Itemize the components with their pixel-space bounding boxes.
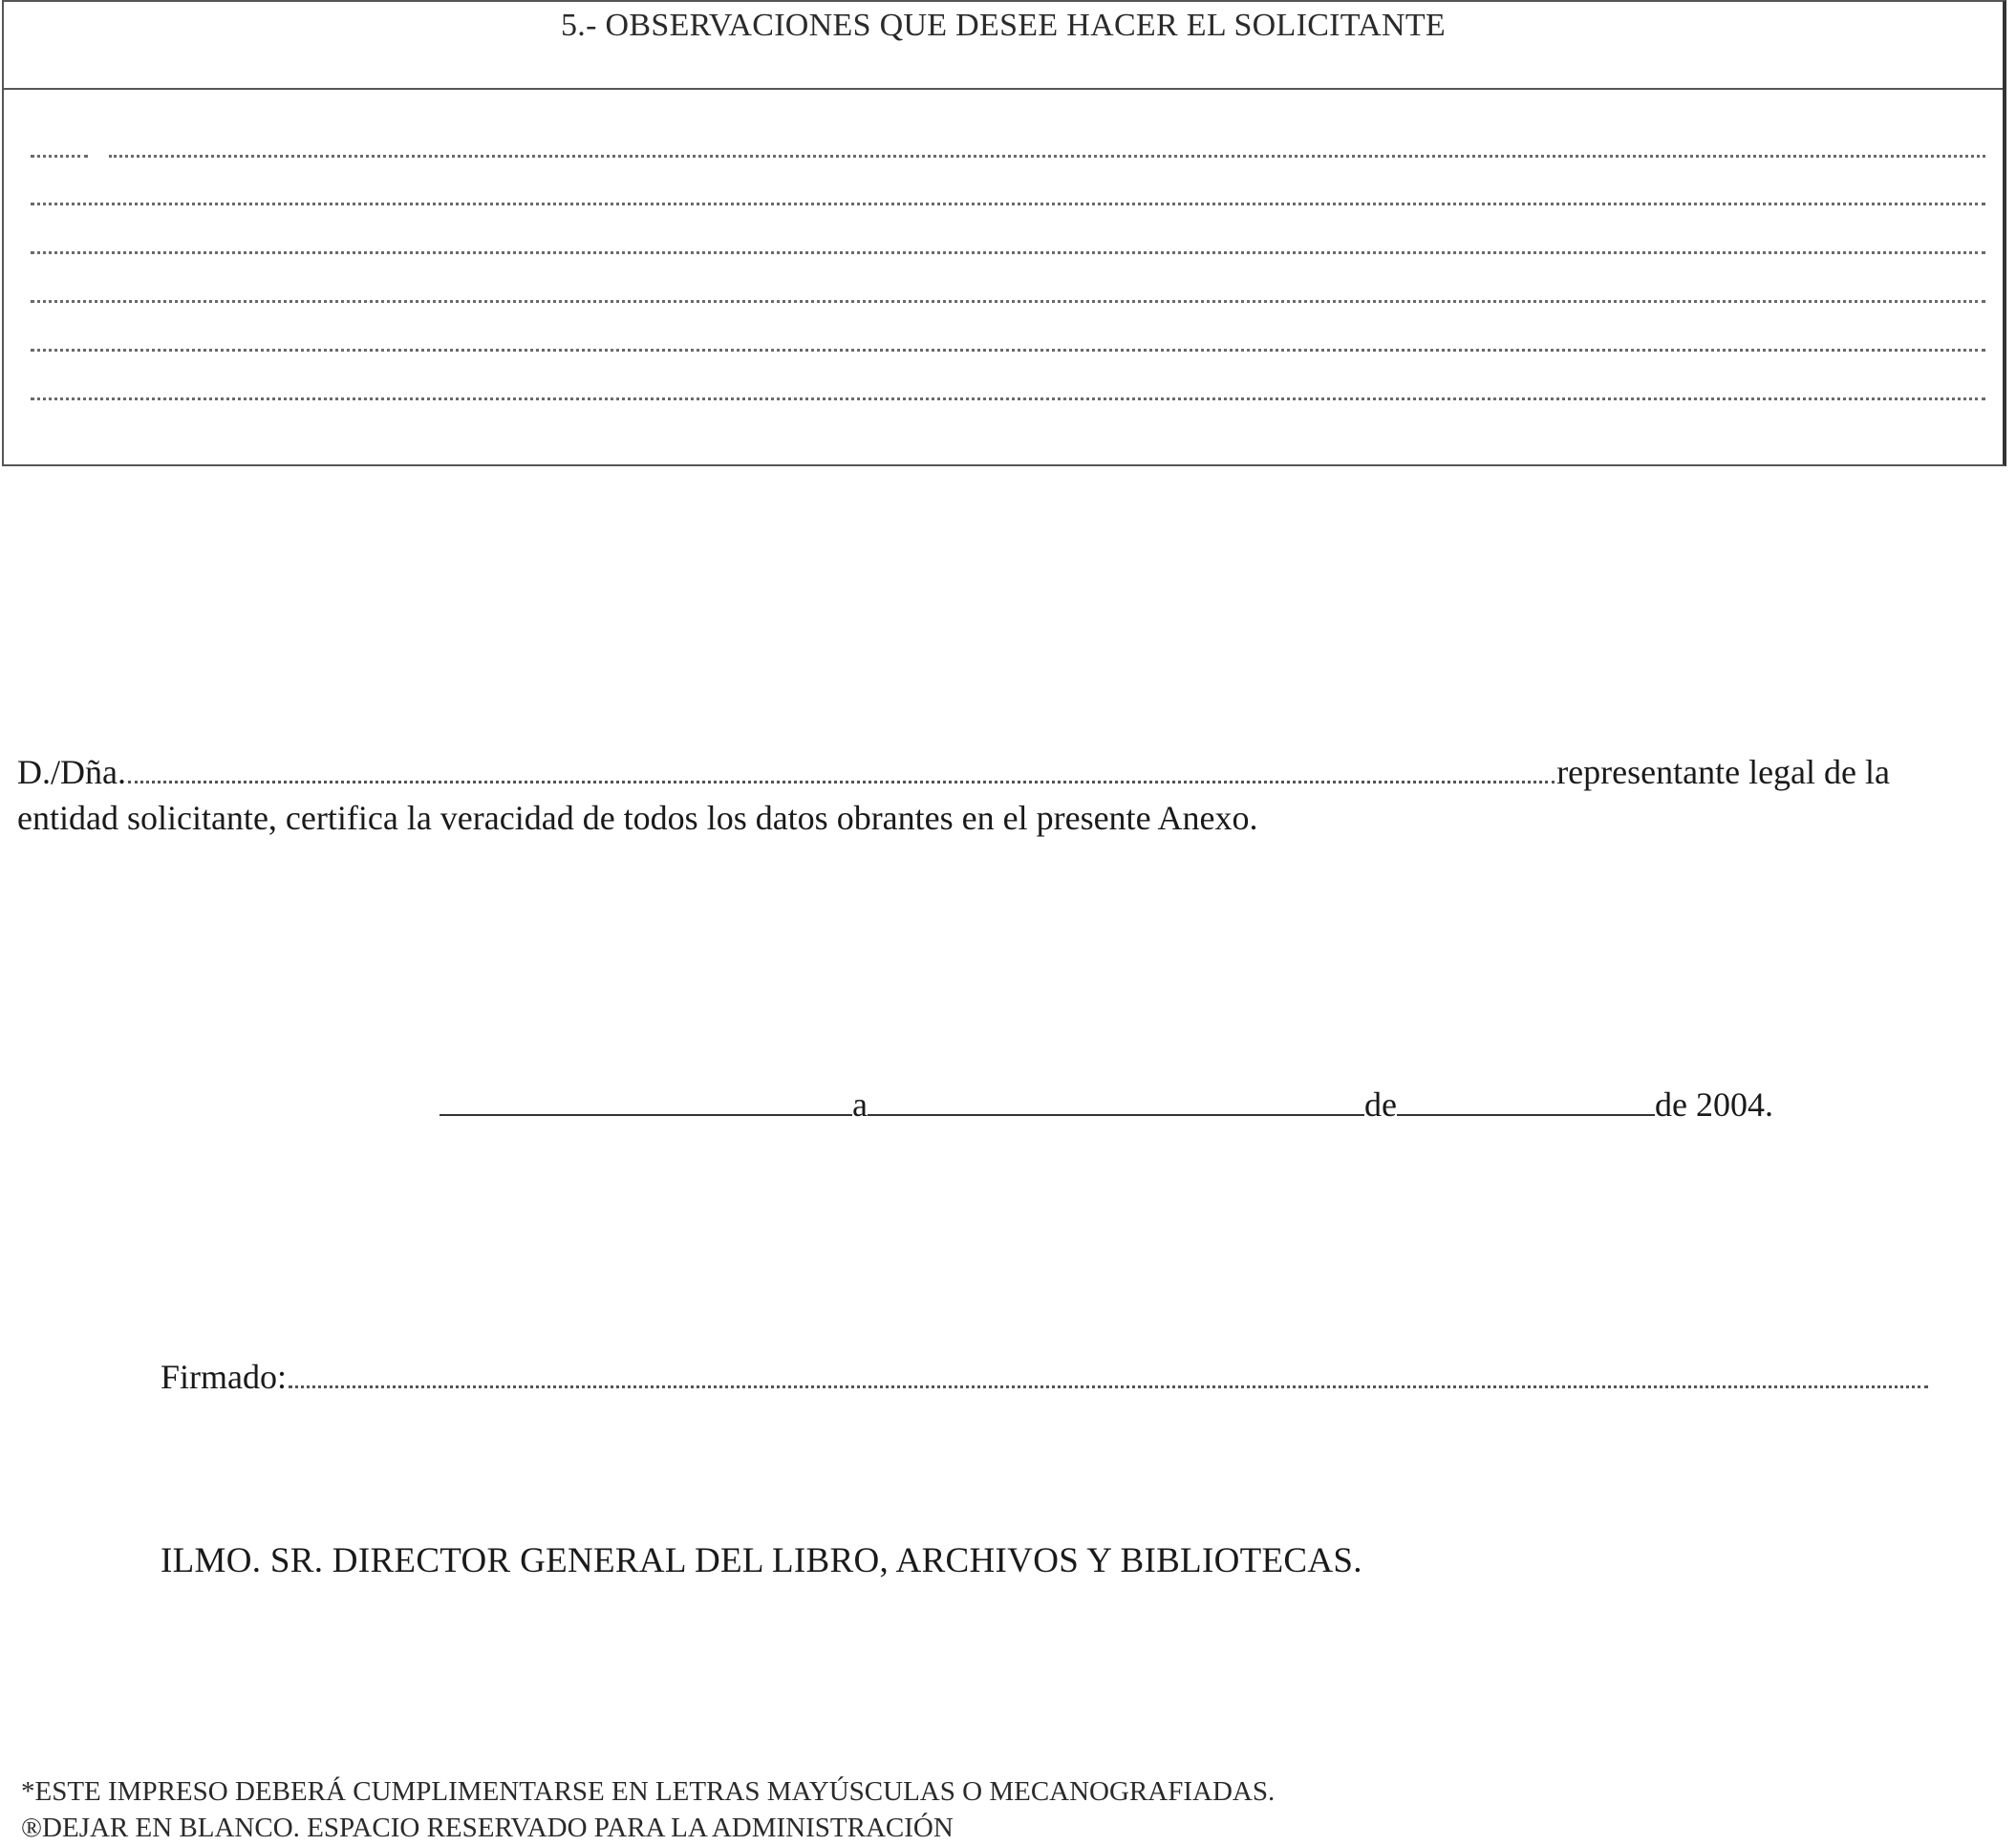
footnotes — [21, 1773, 1275, 1846]
date-year-label: de 2004. — [1654, 1085, 1773, 1124]
month-field[interactable] — [1397, 1076, 1655, 1116]
certification-paragraph — [17, 749, 1919, 841]
signature-line — [161, 1357, 1928, 1397]
date-de-label: de — [1363, 1085, 1397, 1124]
footnote: ®DEJAR EN BLANCO. ESPACIO RESERVADO PARA LA ADMINISTRACIÓN — [21, 1813, 954, 1843]
observations-header — [4, 2, 2003, 90]
date-line — [440, 1076, 1773, 1125]
certification-line-2: entidad solicitante, certifica la veracidad de todos los datos obrantes en el presente Anexo. — [17, 799, 1258, 837]
certification-line-1 — [17, 749, 1890, 795]
section-title: 5.- OBSERVACIONES QUE DESEE HACER EL SOLICITANTE — [561, 8, 1446, 43]
observations-lines[interactable] — [31, 155, 1985, 444]
signature-label: Firmado: — [161, 1358, 287, 1396]
dotted-line[interactable] — [31, 155, 1985, 157]
addressee: ILMO. SR. DIRECTOR GENERAL DEL LIBRO, ARCHIVOS Y BIBLIOTECAS. — [161, 1541, 1362, 1580]
dotted-line[interactable] — [31, 249, 1985, 254]
dotted-line[interactable] — [31, 201, 1985, 205]
representative-name-field[interactable] — [128, 754, 1555, 783]
dotted-line[interactable] — [31, 347, 1985, 352]
footnote: *ESTE IMPRESO DEBERÁ CUMPLIMENTARSE EN LETRAS MAYÚSCULAS O MECANOGRAFIADAS. — [21, 1776, 1276, 1807]
dotted-line[interactable] — [31, 396, 1985, 400]
date-a-label: a — [852, 1085, 868, 1124]
representative-suffix: representante legal de la — [1556, 753, 1890, 791]
observations-section — [2, 0, 2006, 466]
signature-field[interactable] — [289, 1357, 1928, 1388]
day-field[interactable] — [868, 1076, 1364, 1116]
dotted-line[interactable] — [31, 298, 1985, 303]
place-field[interactable] — [440, 1076, 852, 1116]
representative-prefix: D./Dña. — [17, 753, 126, 791]
